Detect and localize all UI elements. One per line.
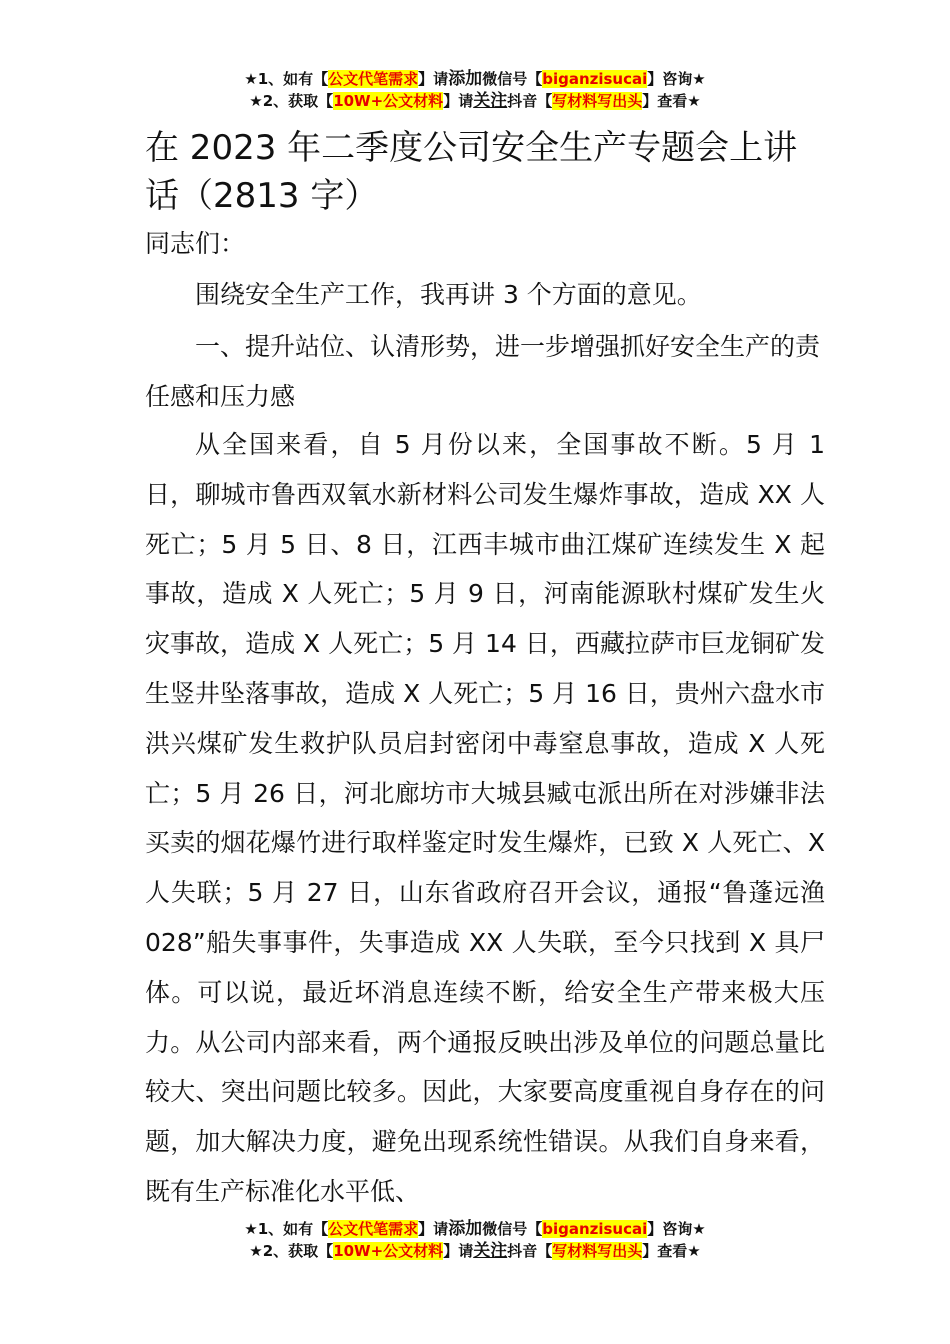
promo-line-2-middle: 】请 xyxy=(443,1242,474,1260)
promo-line-2-emphasis: 关注 xyxy=(473,1241,508,1261)
promo-line-1-prefix: ★1、如有【 xyxy=(244,1220,329,1238)
promo-line-1-emphasis: 添加 xyxy=(448,69,483,89)
promo-line-1-suffix: 】咨询★ xyxy=(647,70,706,88)
promo-line-2 xyxy=(0,1240,950,1262)
promo-line-2-middle: 】请 xyxy=(443,92,474,110)
promo-highlight-douyin-account: 写材料写出头 xyxy=(552,1242,643,1260)
section-1-heading: 一、提升站位、认清形势，进一步增强抓好安全生产的责任感和压力感 xyxy=(145,332,821,411)
promo-line-1-emphasis: 添加 xyxy=(448,1219,483,1239)
promo-highlight-writing-service: 公文代笔需求 xyxy=(328,1220,419,1238)
promo-highlight-douyin-account: 写材料写出头 xyxy=(552,92,643,110)
document-title: 在 2023 年二季度公司安全生产专题会上讲话（2813 字） xyxy=(145,128,798,216)
promo-banner-top xyxy=(0,68,950,112)
promo-highlight-materials: 10W+公文材料 xyxy=(333,1242,444,1260)
promo-line-2-middle-2: 抖音【 xyxy=(507,92,553,110)
promo-line-1-prefix: ★1、如有【 xyxy=(244,70,329,88)
intro-paragraph: 围绕安全生产工作，我再讲 3 个方面的意见。 xyxy=(195,280,702,309)
promo-line-1-middle: 】请 xyxy=(418,1220,449,1238)
promo-line-2-suffix: 】查看★ xyxy=(642,1242,701,1260)
promo-line-1-middle-2: 微信号【 xyxy=(482,1220,543,1238)
promo-line-1-middle-2: 微信号【 xyxy=(482,70,543,88)
section-1-body: 从全国来看，自 5 月份以来，全国事故不断。5 月 1 日，聊城市鲁西双氧水新材料公司发生爆炸事故，造成 XX 人死亡；5 月 5 日、8 日，江西丰城市曲江煤矿连续发生 X 起事故，造成 X 人死亡；5 月 9 日，河南能源耿村煤矿发生火灾事故，造成 X 人死亡；5 月 14 日，西藏拉萨市巨龙铜矿发生竖井坠落事故，造成 X 人死亡；5 月 16 日，贵州六盘水市洪兴煤矿发生救护队员启封密闭中毒窒息事故，造成 X 人死亡；5 月 26 日，河北廊坊市大城县臧屯派出所在对涉嫌非法买卖的烟花爆竹进行取样鉴定时发生爆炸，已致 X 人死亡、X 人失联；5 月 27 日，山东省政府召开会议，通报“鲁蓬远渔 028”船失事事件，失事造成 XX 人失联，至今只找到 X 具尸体。可以说，最近坏消息连续不断，给安全生产带来极大压力。从公司内部来看，两个通报反映出涉及单位的问题总量比较大、突出问题比较多。因此，大家要高度重视自身存在的问题，加大解决力度，避免出现系统性错误。从我们自身来看，既有生产标准化水平低、 xyxy=(145,430,825,1206)
promo-highlight-wechat-id: biganzisucai xyxy=(542,70,648,88)
promo-line-2-prefix: ★2、获取【 xyxy=(249,1242,334,1260)
promo-banner-bottom xyxy=(0,1218,950,1262)
promo-highlight-wechat-id: biganzisucai xyxy=(542,1220,648,1238)
promo-line-1 xyxy=(0,1218,950,1240)
promo-highlight-writing-service: 公文代笔需求 xyxy=(328,70,419,88)
salutation: 同志们： xyxy=(145,229,246,258)
promo-line-2 xyxy=(0,90,950,112)
promo-line-2-middle-2: 抖音【 xyxy=(507,1242,553,1260)
promo-highlight-materials: 10W+公文材料 xyxy=(333,92,444,110)
promo-line-2-emphasis: 关注 xyxy=(473,91,508,111)
promo-line-1-middle: 】请 xyxy=(418,70,449,88)
promo-line-1 xyxy=(0,68,950,90)
promo-line-2-suffix: 】查看★ xyxy=(642,92,701,110)
promo-line-1-suffix: 】咨询★ xyxy=(647,1220,706,1238)
promo-line-2-prefix: ★2、获取【 xyxy=(249,92,334,110)
